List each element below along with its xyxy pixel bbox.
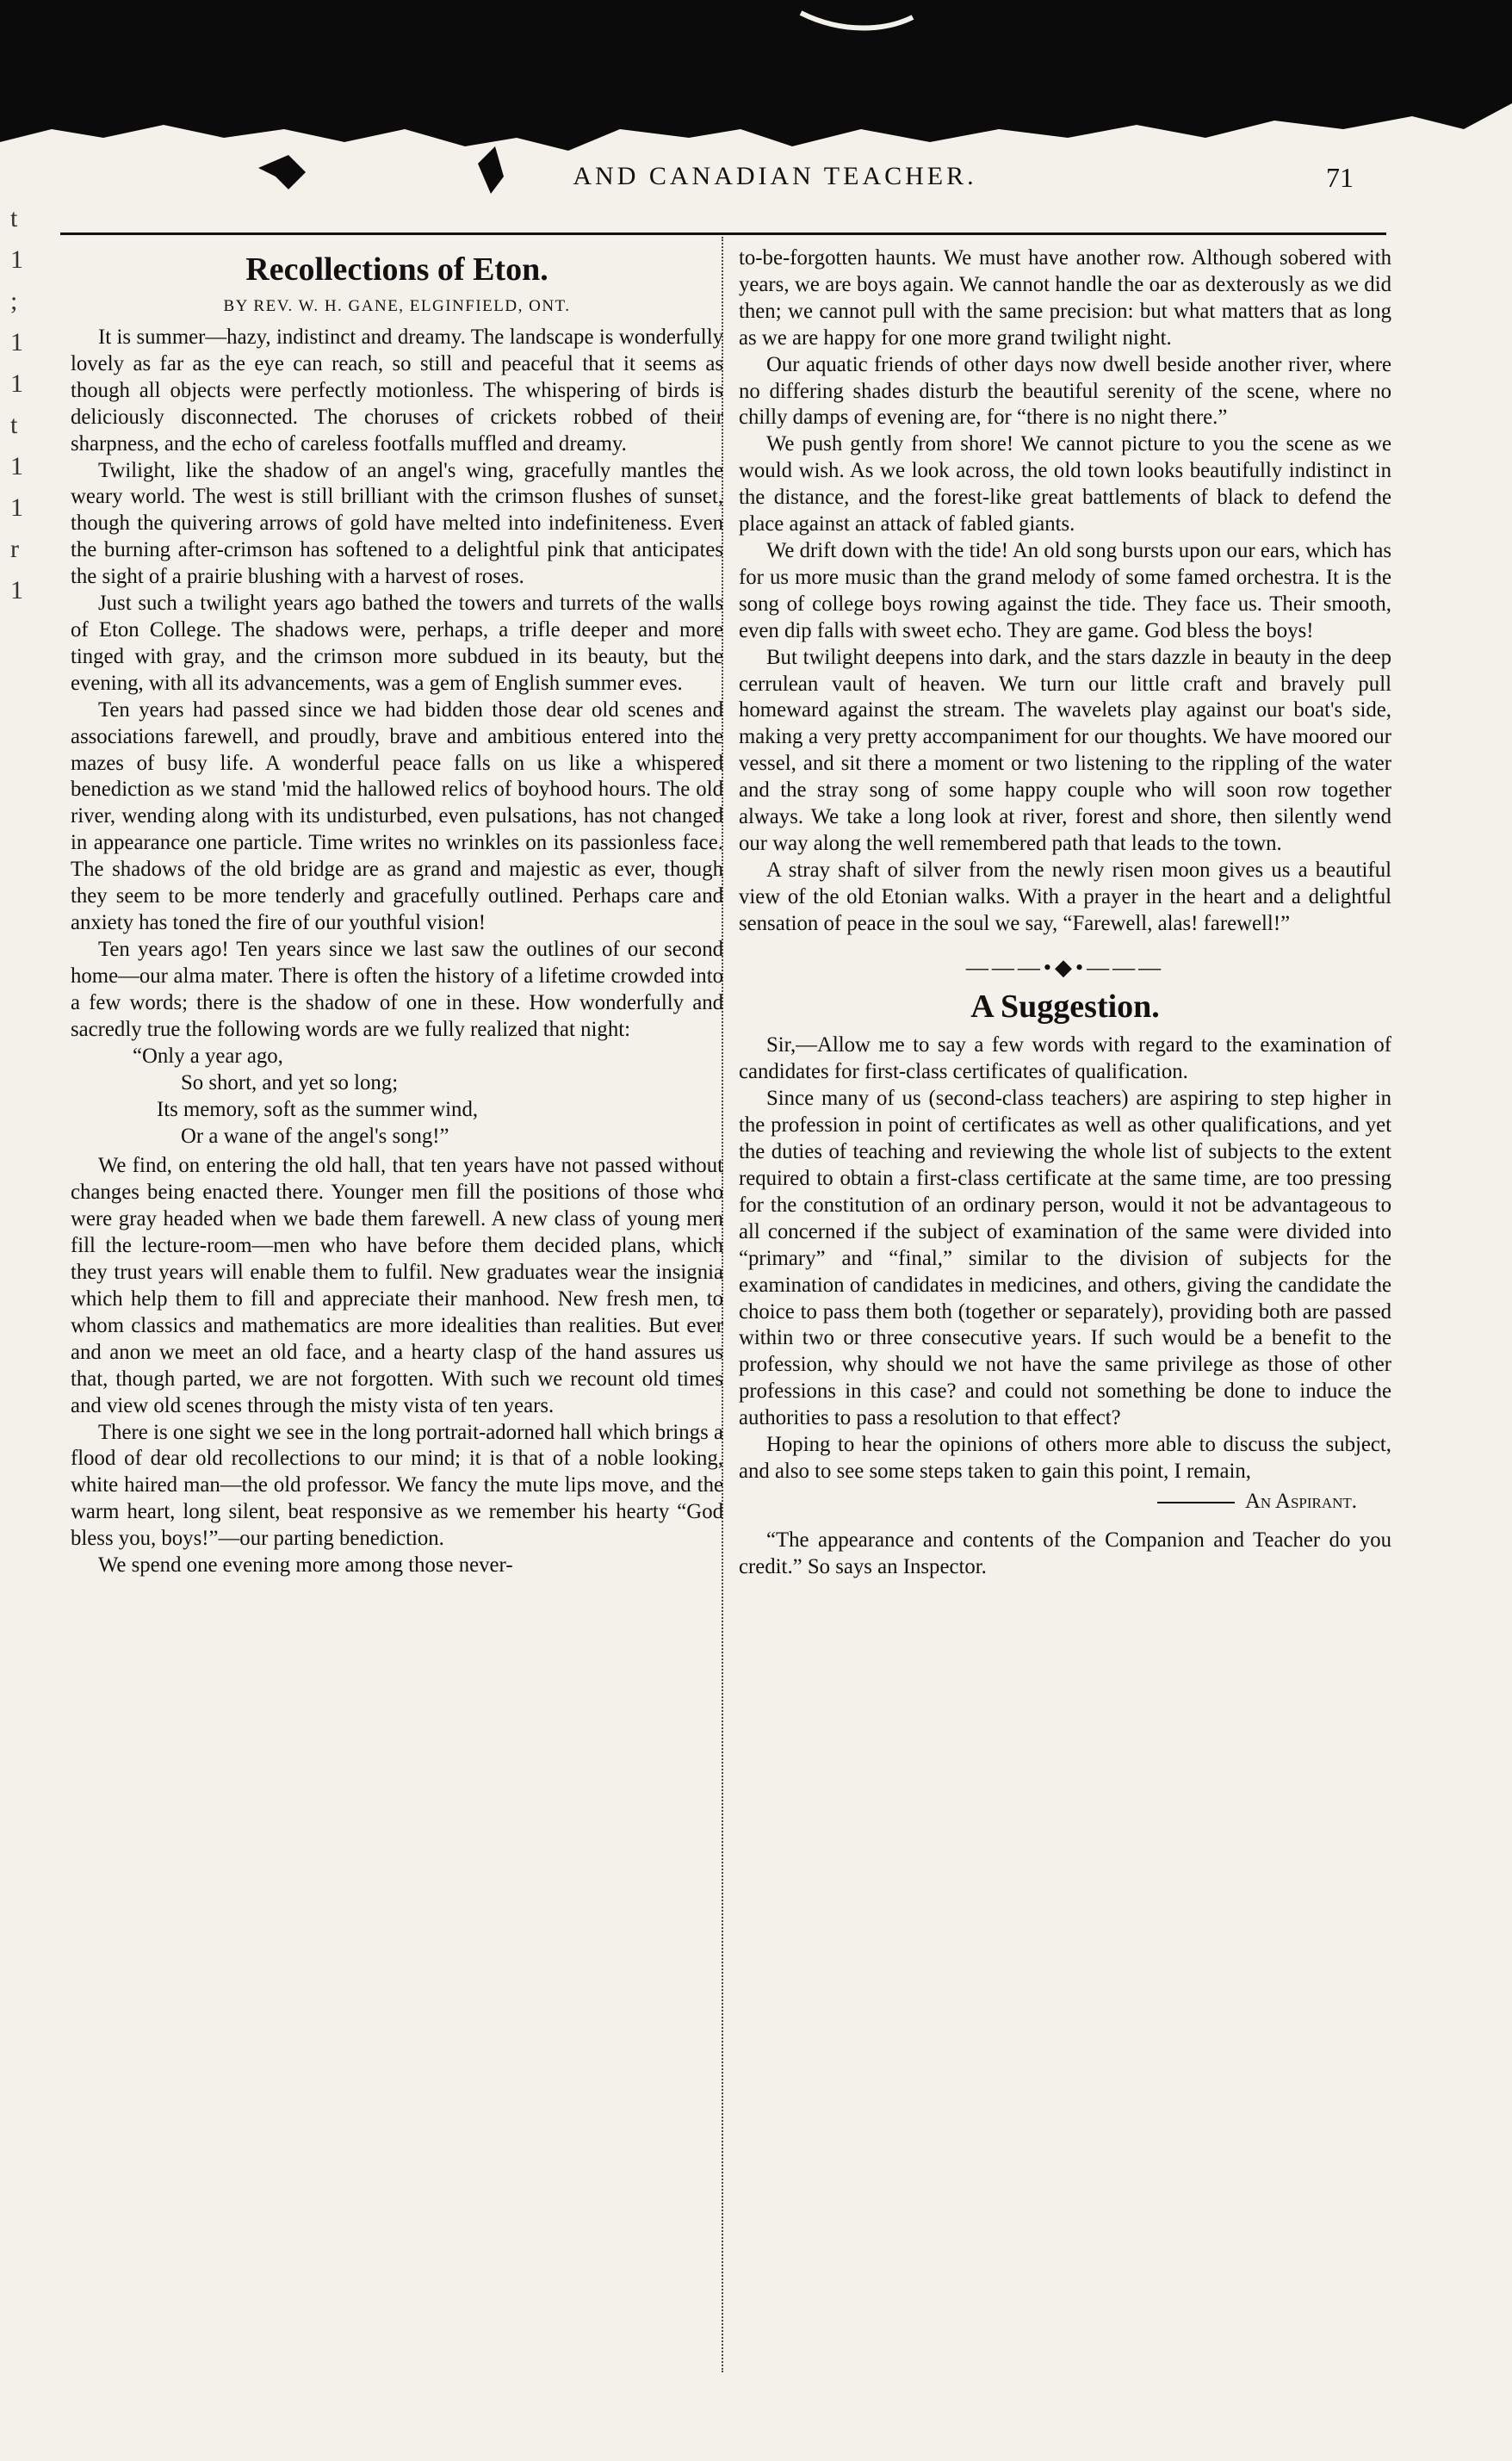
paragraph: Sir,—Allow me to say a few words with regard to the examination of candidates for first-class certificates of qualification. xyxy=(739,1033,1391,1084)
page-number: 71 xyxy=(1326,162,1354,193)
margin-mark: t xyxy=(10,204,18,232)
poem-quote xyxy=(71,1043,723,1150)
margin-mark: 1 xyxy=(10,369,23,398)
article-title: Recollections of Eton. xyxy=(245,251,548,288)
paragraph: We find, on entering the old hall, that ten years have not passed without changes being enacted there. Younger men fill the positions of those who were gray headed when we bade them farewell. A new class of young men fill the lecture-room—men who have before them decided plans, which they trust years will enable them to fulfil. New graduates wear the insignia which help them to fill and appreciate their manhood. New fresh men, to whom classics and mathematics are more idealities than realities. But ever and anon we meet an old face, and a hearty clasp of the hand assures us that, though parted, we are not forgotten. With such we recount old times and view old scenes through the misty vista of ten years. xyxy=(71,1154,723,1417)
paragraph: We push gently from shore! We cannot picture to you the scene as we would wish. As we look across, the old town looks beautifully indistinct in the distance, and the forest-like great battlements of black to defend the place against an attack of fabled giants. xyxy=(739,432,1391,536)
paragraph: to-be-forgotten haunts. We must have another row. Although sobered with years, we are boys again. We cannot handle the oar as dexterously as we did then; we cannot pull with the same precision: but what matters that as long as we are happy for one more grand twilight night. xyxy=(739,246,1391,350)
paragraph: There is one sight we see in the long portrait-adorned hall which brings a flood of dear old recollections to our mind; it is that of a noble looking, white haired man—the old professor. We fancy the mute lips move, and the warm heart, long silent, beat responsive as we remember his hearty “God bless you, boys!”—our parting benediction. xyxy=(71,1420,723,1551)
paragraph: Since many of us (second-class teachers) are aspiring to step higher in the profession in point of certificates as well as other qualifications, and yet the duties of teaching and reviewing the whole list of subjects to the extent required to obtain a first-class certificate at the same time, are too pressing for the constitution of an ordinary person, would it not be advantageous to all concerned if the subject of examination of the same were divided into “primary” and “final,” similar to the division of subjects for the examination of candidates in medicines, and others, giving the candidate the choice to pass them both (together or separately), providing both are passed within two or three consecutive years. If such would be a benefit to the profession, why should we not have the same privilege as those of other professions in this case? and could not something be done to induce the authorities to pass a resolution to that effect? xyxy=(739,1087,1391,1430)
paragraph: Ten years ago! Ten years since we last saw the outlines of our second home—our alma mater. There is often the history of a lifetime crowded into a few words; there is the shadow of one in these. How wonderfully and sacredly true the following words are we fully realized that night: xyxy=(71,937,723,1041)
poem-line: So short, and yet so long; xyxy=(181,1071,399,1095)
section-ornament: ———•◆•——— xyxy=(965,954,1165,980)
header-rule xyxy=(60,232,1386,235)
signature-text: An Aspirant. xyxy=(1245,1489,1357,1513)
signature-rule xyxy=(1157,1502,1235,1503)
poem-line: Or a wane of the angel's song!” xyxy=(181,1125,449,1149)
margin-marks xyxy=(0,198,62,887)
running-head: AND CANADIAN TEACHER. xyxy=(573,162,977,190)
article-byline: BY REV. W. H. GANE, ELGINFIELD, ONT. xyxy=(223,297,571,315)
paragraph: We drift down with the tide! An old song bursts upon our ears, which has for us more music than the grand melody of some famed orchestra. It is the song of college boys rowing against the tide. They face us. Their smooth, even dip falls with sweet echo. They are game. God bless the boys! xyxy=(739,538,1391,642)
right-column xyxy=(739,245,1391,1581)
suggestion-title: A Suggestion. xyxy=(970,989,1160,1026)
letter-signature xyxy=(739,1489,1391,1516)
paragraph: Our aquatic friends of other days now dwell beside another river, where no differing shades disturb the beautiful serenity of the scene, where no chilly damps of evening are, for “there is no night there.” xyxy=(739,352,1391,430)
paragraph: A stray shaft of silver from the newly risen moon gives us a beautiful view of the old Etonian walks. With a prayer in the heart and a delightful sensation of peace in the soul we say, “Farewell, alas! farewell!” xyxy=(739,858,1391,935)
paragraph: Twilight, like the shadow of an angel's wing, gracefully mantles the weary world. The west is still brilliant with the crimson flushes of sunset, though the quivering arrows of gold have melted into indefiniteness. Even the burning after-crimson has softened to a delightful pink that anticipates the sight of a prairie blushing with a harvest of roses. xyxy=(71,458,723,589)
margin-mark: 1 xyxy=(10,576,23,604)
margin-mark: 1 xyxy=(10,245,23,274)
poem-line: Its memory, soft as the summer wind, xyxy=(157,1098,479,1122)
paragraph: We spend one evening more among those never- xyxy=(98,1553,513,1578)
margin-mark: r xyxy=(10,535,19,563)
paragraph: Just such a twilight years ago bathed the towers and turrets of the walls of Eton College. The shadows were, perhaps, a trifle deeper and more tinged with gray, and the crimson more subdued in its beauty, but the evening, with all its advancements, was a gem of English summer eves. xyxy=(71,592,723,695)
margin-mark: t xyxy=(10,411,18,439)
left-column xyxy=(71,245,723,1579)
margin-mark: 1 xyxy=(10,452,23,480)
paragraph: Hoping to hear the opinions of others more able to discuss the subject, and also to see some steps taken to gain this point, I remain, xyxy=(739,1433,1391,1483)
paragraph: Ten years had passed since we had bidden those dear old scenes and associations farewell, and proudly, brave and ambitious entered into the mazes of busy life. A wonderful peace falls on us like a whispered benediction as we stand 'mid the hallowed relics of boyhood hours. The old river, wending along with its undisturbed, even pulsations, has not changed in appearance one particle. Time writes no wrinkles on its passionless face. The shadows of the old bridge are as grand and majestic as ever, though they seem to be more tenderly and gracefully outlined. Perhaps care and anxiety has toned the fire of our youthful vision! xyxy=(71,697,723,934)
paragraph: But twilight deepens into dark, and the stars dazzle in beauty in the deep cerrulean vault of heaven. We turn our little craft and bravely pull homeward against the stream. The wavelets play against our boat's side, making a very pretty accompaniment for our thoughts. We have moored our vessel, and sit there a moment or two listening to the rippling of the water and the stray song of some happy couple who will soon row together always. We take a long look at river, forest and shore, then silently wend our way along the well remembered path that leads to the town. xyxy=(739,645,1391,855)
poem-line: “Only a year ago, xyxy=(133,1045,283,1069)
margin-mark: ; xyxy=(10,287,18,315)
inspector-quote: “The appearance and contents of the Companion and Teacher do you credit.” So says an Inspector. xyxy=(739,1528,1391,1578)
margin-mark: 1 xyxy=(10,493,23,522)
paragraph: It is summer—hazy, indistinct and dreamy. The landscape is wonderfully lovely as far as the eye can reach, so still and peaceful that it seems as though all objects were perfectly motionless. The whispering of birds is deliciously disconnected. The choruses of crickets robbed of their sharpness, and the echo of careless footfalls muffled and dreamy. xyxy=(71,325,723,456)
margin-mark: 1 xyxy=(10,328,23,356)
